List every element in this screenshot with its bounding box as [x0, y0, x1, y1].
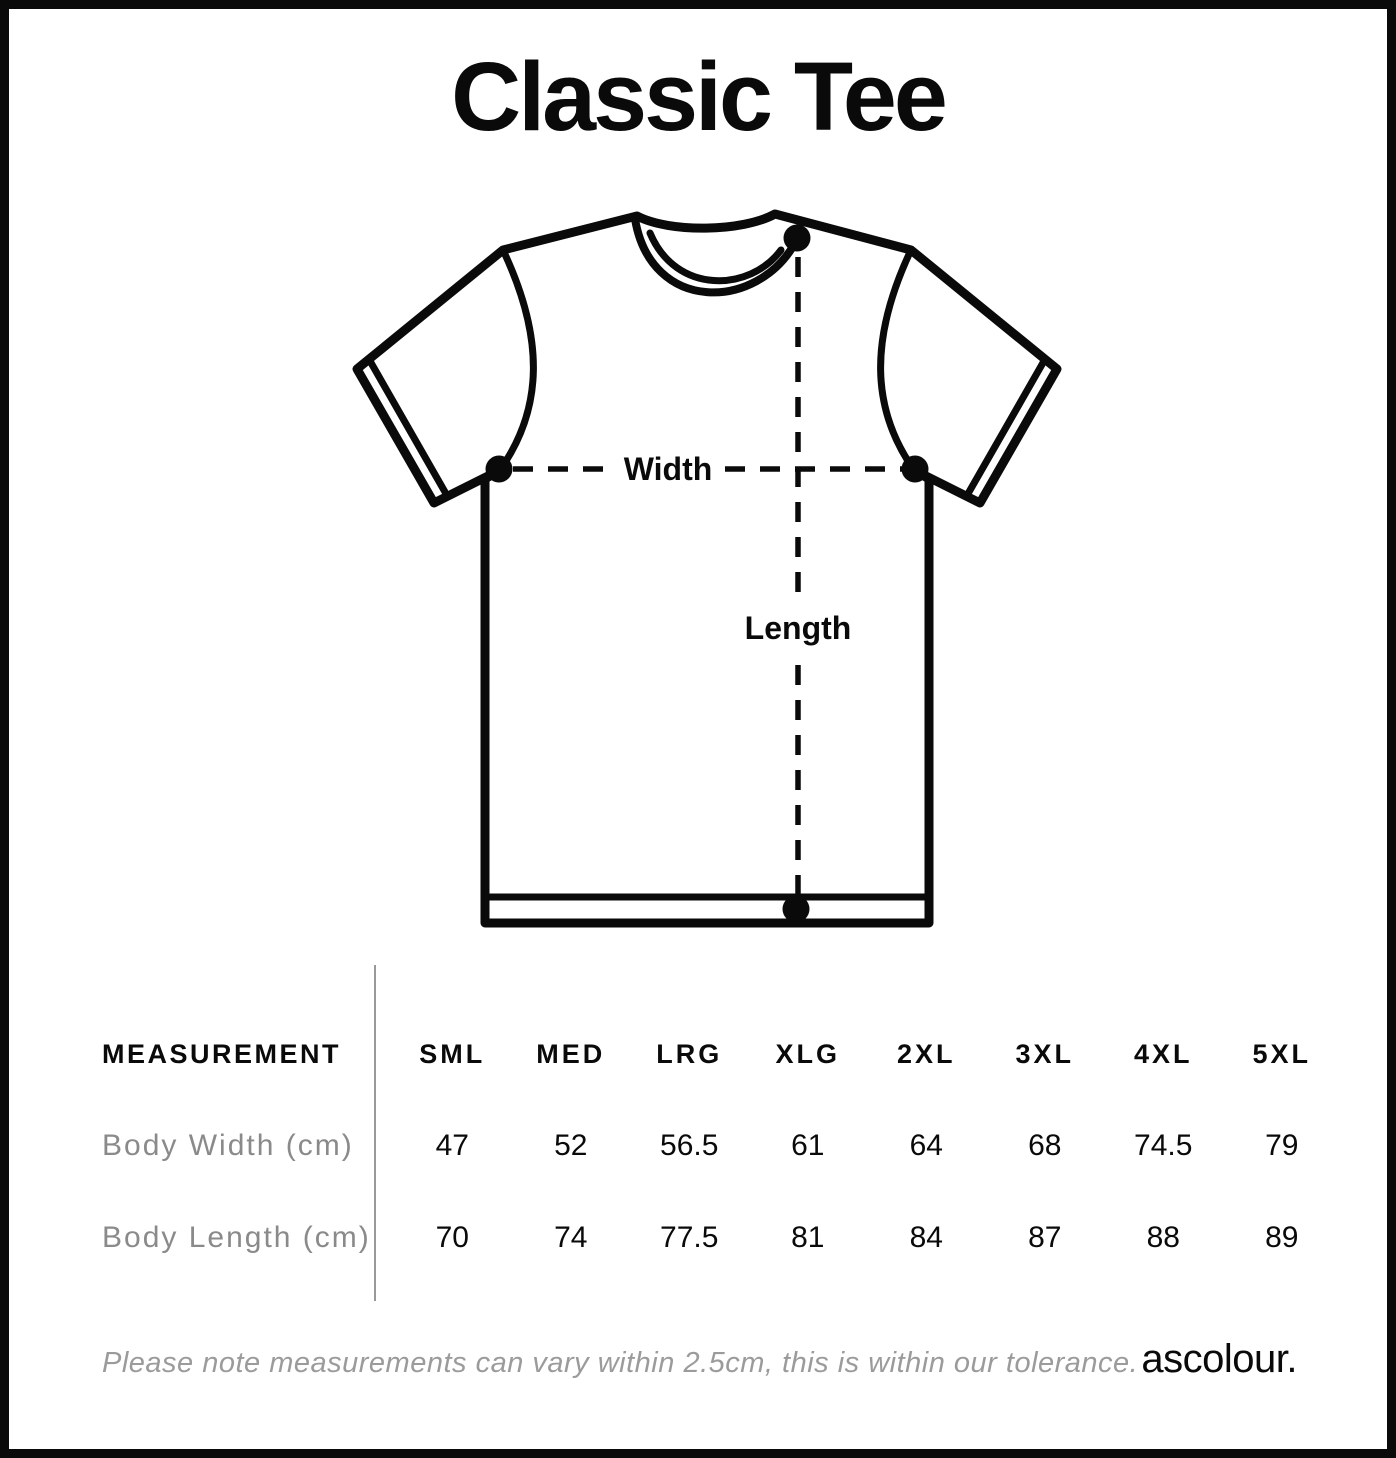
table-header-4xl: 4XL — [1133, 1038, 1193, 1069]
left-underarm-dot — [486, 456, 513, 483]
value-cell: 52 — [554, 1129, 588, 1162]
right-underarm-dot — [902, 456, 929, 483]
brand-logo: ascolour. — [1141, 1337, 1297, 1381]
value-cell: 79 — [1265, 1129, 1299, 1162]
value-cell: 89 — [1265, 1221, 1299, 1254]
value-cell: 87 — [1028, 1221, 1062, 1254]
neck-point-dot — [784, 225, 811, 252]
tolerance-note: Please note measurements can vary within 2.5cm, this is within our tolerance. — [102, 1347, 1139, 1379]
value-cell: 77.5 — [660, 1221, 719, 1254]
width-dimension-label: Width — [623, 451, 713, 487]
value-cell: 70 — [435, 1221, 469, 1254]
value-cell: 74 — [554, 1221, 588, 1254]
table-header-measurement: MEASUREMENT — [102, 1038, 342, 1069]
hem-point-dot — [783, 896, 810, 923]
size-table — [9, 1008, 1349, 1284]
tshirt-outline — [357, 214, 1057, 923]
table-header-med: MED — [536, 1038, 606, 1069]
length-dimension-label: Length — [744, 610, 852, 646]
table-header-2xl: 2XL — [896, 1038, 956, 1069]
value-cell: 74.5 — [1134, 1129, 1193, 1162]
table-header-3xl: 3XL — [1015, 1038, 1075, 1069]
row-label-body-length: Body Length (cm) — [102, 1221, 371, 1254]
table-header-sml: SML — [419, 1038, 486, 1069]
value-cell: 84 — [909, 1221, 943, 1254]
value-cell: 47 — [435, 1129, 469, 1162]
value-cell: 81 — [791, 1221, 825, 1254]
table-header-xlg: XLG — [775, 1038, 840, 1069]
value-cell: 56.5 — [660, 1129, 719, 1162]
value-cell: 61 — [791, 1129, 825, 1162]
table-header-lrg: LRG — [656, 1038, 723, 1069]
table-header-5xl: 5XL — [1252, 1038, 1312, 1069]
page-title: Classic Tee — [451, 42, 945, 151]
row-label-body-width: Body Width (cm) — [102, 1129, 354, 1162]
value-cell: 68 — [1028, 1129, 1062, 1162]
value-cell: 64 — [909, 1129, 943, 1162]
value-cell: 88 — [1146, 1221, 1180, 1254]
